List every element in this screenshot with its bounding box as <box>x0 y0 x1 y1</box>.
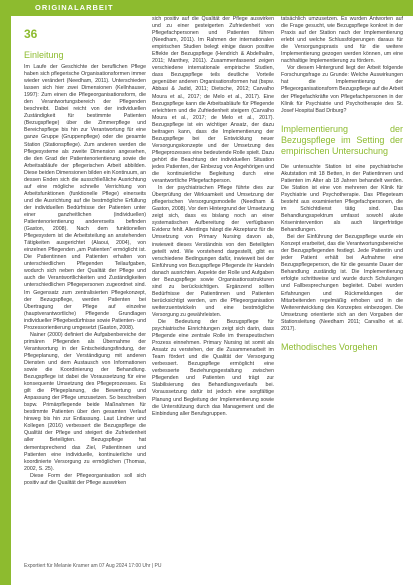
heading-implementierung: Implementierung der Bezugspflege im Setting der empirischen Untersuchung <box>281 123 403 156</box>
section-label: ORIGINALARBEIT <box>35 3 114 12</box>
paragraph: Vor diesem Hintergrund liegt der Arbeit folgende Forschungsfrage zu Grunde: Welche Auswirkungen hat die Implementierung der Pflegeorganisationsform Bezugspflege auf die Arbeit der Pflegefachkräfte von Pflegefachpersonen in der Klinik für Psychiatrie und Psychotherapie des St. Josef Hospital Bad Driburg? <box>281 65 403 114</box>
text-column-1 <box>24 64 146 556</box>
page-number: 36 <box>24 27 38 41</box>
heading-methodisches-vorgehen: Methodisches Vorgehen <box>281 341 378 352</box>
paragraph: tatsächlich umzusetzen. Es wurden Antworten auf die Frage gesucht, wie Bezugspflege konkret in der Praxis auf der Station nach der Implementierung erlebt und welche Schlussfolgerungen daraus für die Versorgungspraxis und für die weitere Implementierung gezogen werden können, um eine nachhaltige Implementierung zu fördern. <box>281 16 403 65</box>
paragraph: In der psychiatrischen Pflege führte dies zur Überprüfung der Wirksamkeit und Umsetzung der pflegerischen Versorgungsmodelle (Needham & Gaston, 2008). Vor dem Hintergrund der Umsetzung zeigt sich, dass es bislang noch an einer systematischen Aufbereitung der verfügbaren Evidenz fehlt. Allerdings hängt die Akzeptanz für die Umsetzung von Primary Nursing davon ab, inwieweit dieses Verständnis von den Beteiligten geteilt wird. Wie vorstehend dargestellt, gibt es verschiedene Bedingungen dafür, inwieweit bei der Einführung von Bezugspflege Pflegende ihr Handeln danach ausrichten. Aspekte der Rolle und Aufgaben der Bezugspflege sowie Organisationsstrukturen sind zu berücksichtigen. Ergänzend sollten Bedürfnisse der Patientinnen und Patienten berücksichtigt werden, um die Pflegeorganisation weiterzuentwickeln und eine bestmögliche Versorgung zu gewährleisten. <box>152 185 274 318</box>
heading-block <box>281 342 403 353</box>
text-column-3 <box>281 16 403 556</box>
paragraph: Im Laufe der Geschichte der beruflichen Pflege haben sich pflegerische Organisationsformen immer wieder verändert (Needham, 2011). Unterschieden lassen sich hier zwei Dimensionen (Kellnhauser, 1997): Zum einen die Pflegeorganisationsform, die den Verantwortungsbereich der Pflegenden beschreibt. Dabei reicht von der individuellen Zuständigkeit für bestimmte Patienten (Bezugspflege) über die Zimmerpflege und Bereichspflege bis hin zur Verantwortung für eine ganze Gruppe (Gruppenpflege) oder die gesamte Station (Stationspflege). Zum anderen werden die Pflegesysteme als zweite Dimension angesehen, die den Grad der Patientenorientierung sowie die Arbeitsabläufe der pflegerischen Arbeit abbilden. Diese beiden Dimensionen bilden ein Kontinuum, an dessen Enden sich die ausschließliche Ausrichtung auf eine mögliche schnelle Verrichtung von Arbeitsfunktionen (funktionelle Pflege) einerseits und die Ausrichtung auf die bestmögliche Erfüllung der individuellen Bedürfnisse der Patienten unter einer ganzheitlichen (individuellen) Patientenorientierung andererseits befinden (Gaston, 2008). Nach dem funktionellen Pflegesystem ist die Arbeitsteilung an anstehenden Tätigkeiten ausgerichtet (Alaoui, 2004), von einzelnen Pflegenden „am Patienten“ ermöglicht ist. Die Patientinnen und Patienten erhalten von unterschiedlichen Pflegenden Teilaufgaben, wodurch sich neben der Qualität der Pflege und auch die Verantwortlichkeiten und Zuständigkeiten unterschiedlichen Pflegepersonen zugeordnet sind. Im Gegensatz zum zentralisierten Pflegekonzept, der Bezugspflege, werden Patienten bei Übertragung der Pflege auf einzelne (hauptverantwortliche) Pflegende Grundlagen individueller Pflegebedürfnisse sowie Patienten- und Prozessorientierung umgesetzt (Gaston, 2008). <box>24 64 146 331</box>
header-bar <box>11 0 413 16</box>
paragraph: Bei der Einführung der Bezugspflege wurde ein Konzept erarbeitet, das die Verantwortungsbereiche der Bezugspflegenden festlegt. Jede Patientin und jeder Patient erhält bei Aufnahme eine Bezugspflegeperson, die für die gesamte Dauer der Behandlung zuständig ist. Die Implementierung erfolgte schrittweise und wurde durch Schulungen und Fallbesprechungen begleitet. Dabei wurden Erfahrungen und Rückmeldungen der Mitarbeitenden regelmäßig erhoben und in die Weiterentwicklung des Konzeptes einbezogen. Die Umsetzung orientierte sich an den Vorgaben der Stationsleitung (Needham 2011; Carvalho et al. 2017). <box>281 234 403 332</box>
paragraph: Nainer (2000) definiert die Aufgabenbereiche der primären Pflegenden als Übernahme der Verantwortung in der Entscheidungsfindung, der Pflegeplanung, der Verständigung mit anderen Diensten und dem Austausch von Informationen sowie die Koordinierung der Behandlung. Bezugspflege ist dabei die Voraussetzung für eine konsequente Umsetzung des Pflegeprozesses. Es gilt die Pflegeplanung, die Bewertung und Anpassung der Pflege umzusetzen. So beschreiben bspw. Primärpflegende beide Maßnahmen für bestimmte Patienten über den gesamten Verlauf hinweg bis hin zur Entlassung. Laut Lindner und Kollegen (2016) verbessert die Bezugspflege die Qualität der Pflege und steigert die Zufriedenheit aller Beteiligten. Bezugspflege hat dementsprechend das Ziel, Patientinnen und Patienten eine individuelle, kontinuierliche und koordinierte Versorgung zu ermöglichen (Thomas, 2002, S. 25). <box>24 331 146 472</box>
paragraph: Diese Form der Pflegeorganisation soll sich positiv auf die Qualität der Pflege auswirken <box>24 472 146 486</box>
text-column-2 <box>152 16 274 556</box>
heading-block <box>281 124 403 157</box>
sidebar-strip <box>0 0 11 585</box>
paragraph: sich positiv auf die Qualität der Pflege auswirken und zu einer gesteigerten Zufriedenheit von Pflegefachpersonen und Patienten führen (Needham, 2011). Im Rahmen der internationalen empirischen Studien belegt einige davon positive Effekte der Bezugspflege (Hendrich & Abdelhalim, 2011; Manthey, 2011). Zusammenfassend zeigen verschiedene internationale empirische Studien, dass Bezugspflege teils deutliche Vorteile gegenüber anderen Organisationsformen hat (bspw. Abbasi & Jadid, 2011; Dietsche, 2012; Carvalho Moura et al., 2017; de Melo et al., 2017). Eine Bezugspflege kann die Arbeitsabläufe für Pflegende erleichtern und die Zufriedenheit steigern (Carvalho Moura et al., 2017; de Melo et al., 2017). Bezugspflege ist ein wichtiger Ansatz, der dazu beitragen kann, dass die Implementierung der Bezugspflege bei der Entwicklung neuer Versorgungskonzepte und der Umsetzung des Pflegeprozesses eine bedeutende Rolle spielt. Dazu gehört die Beachtung der individuellen Situation jedes Patienten, der Einbezug von Angehörigen und die kontinuierliche Begleitung durch eine verantwortliche Pflegefachperson. <box>152 16 274 185</box>
paragraph: Die untersuchte Station ist eine psychiatrische Akutstation mit 18 Betten, in der Patientinnen und Patienten im Alter ab 18 Jahren behandelt werden. Die Station ist eine von mehreren der Klinik für Psychiatrie und Psychotherapie. Das Pflegeteam besteht aus examinierten Pflegefachpersonen, die im Schichtdienst tätig sind. Das Behandlungsspektrum umfasst sowohl akute Krisenintervention als auch längerfristige Behandlungen. <box>281 163 403 234</box>
paragraph: Die Bedeutung der Bezugspflege für psychiatrische Einrichtungen zeigt sich darin, dass Pflegende eine zentrale Rolle im therapeutischen Prozess einnehmen. Primary Nursing ist somit als Ansatz zu verstehen, der die Zusammenarbeit im Team fördert und die Qualität der Versorgung verbessert. Bezugspflege ermöglicht eine verbesserte Beziehungsgestaltung zwischen Pflegenden und Patienten und trägt zur Stabilisierung des Behandlungsverlaufs bei. Voraussetzung dafür ist jedoch eine sorgfältige Planung und Begleitung der Implementierung sowie die Unterstützung durch das Management und die Einbindung aller Berufsgruppen. <box>152 319 274 417</box>
footer-export-note: Exportiert für Melanie Kramer am 07 Aug 2024 17:00 Uhr | PU <box>24 563 162 569</box>
heading-einleitung: Einleitung <box>24 50 64 60</box>
